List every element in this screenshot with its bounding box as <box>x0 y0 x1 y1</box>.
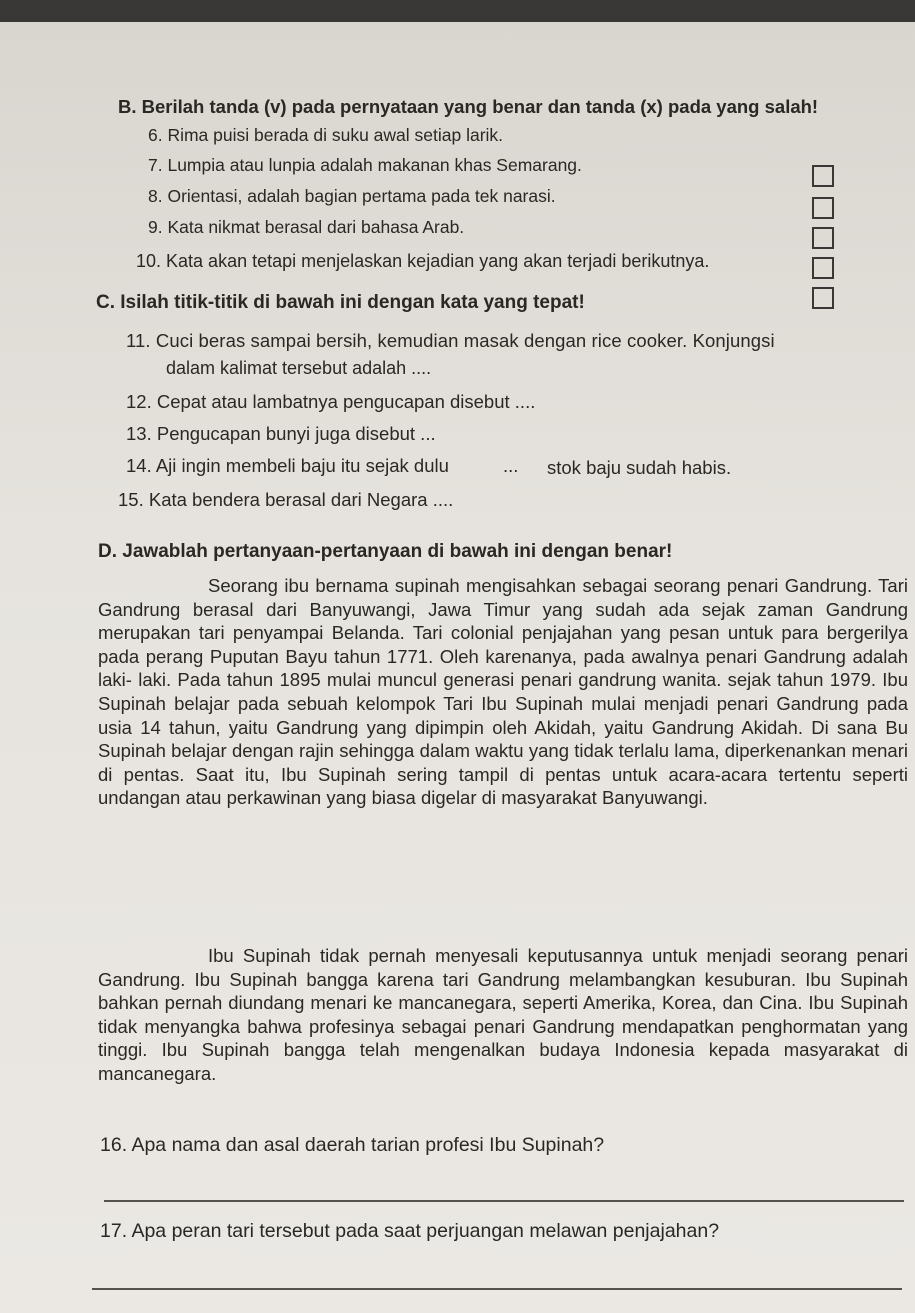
statement-10: 10. Kata akan tetapi menjelaskan kejadian yang akan terjadi berikutnya. <box>136 251 710 271</box>
answer-box-10a[interactable] <box>812 257 834 279</box>
answer-box-8[interactable] <box>812 197 834 219</box>
answer-box-10b[interactable] <box>812 287 834 309</box>
answer-box-9[interactable] <box>812 227 834 249</box>
story-paragraph-2 <box>98 944 908 1086</box>
question-13: 13. Pengucapan bunyi juga disebut ... <box>126 423 436 444</box>
story-paragraph-1-text: Seorang ibu bernama supinah mengisahkan sebagai seorang penari Gandrung. Tari Gandrung berasal dari Banyuwangi, Jawa Timur yang sudah ada sejak zaman Gandrung merupakan tari penyampai Belanda. Tari colonial penjajahan yang pesan untuk para bergerilya pada perang Puputan Bayu tahun 1771. Oleh karenanya, pada awalnya penari Gandrung adalah laki- laki. Pada tahun 1895 mulai muncul generasi penari gandrung wanita. sejak tahun 1979. Ibu Supinah belajar pada sebuah kelompok Tari Ibu Supinah mulai menjadi penari Gandrung pada usia 14 tahun, yaitu Gandrung yang dipimpin oleh Akidah, yaitu Gandrung Akidah. Di sana Bu Supinah belajar dengan rajin sehingga dalam waktu yang tidak terlalu lama, diperkenankan menari di pentas. Saat itu, Ibu Supinah sering tampil di pentas untuk acara-acara tertentu seperti undangan atau perkawinan yang biasa digelar di masyarakat Banyuwangi. <box>98 575 908 809</box>
question-15: 15. Kata bendera berasal dari Negara .... <box>118 489 454 510</box>
story-paragraph-1 <box>98 574 908 810</box>
question-11-line1: 11. Cuci beras sampai bersih, kemudian masak dengan rice cooker. Konjungsi <box>126 330 775 351</box>
question-14-end: stok baju sudah habis. <box>547 457 732 478</box>
section-c-heading: C. Isilah titik-titik di bawah ini dengan kata yang tepat! <box>96 292 585 313</box>
question-11-line2: dalam kalimat tersebut adalah .... <box>166 358 432 378</box>
statement-8: 8. Orientasi, adalah bagian pertama pada tek narasi. <box>148 186 556 206</box>
answer-line-17[interactable] <box>92 1288 902 1290</box>
section-d-heading: D. Jawablah pertanyaan-pertanyaan di bawah ini dengan benar! <box>98 541 673 562</box>
answer-line-16[interactable] <box>104 1200 904 1202</box>
answer-box-7[interactable] <box>812 165 834 187</box>
question-12: 12. Cepat atau lambatnya pengucapan disebut .... <box>126 391 536 412</box>
statement-6: 6. Rima puisi berada di suku awal setiap larik. <box>148 125 504 145</box>
question-17: 17. Apa peran tari tersebut pada saat perjuangan melawan penjajahan? <box>100 1220 720 1242</box>
story-paragraph-2-text: Ibu Supinah tidak pernah menyesali keputusannya untuk menjadi seorang penari Gandrung. Ibu Supinah bangga karena tari Gandrung melambangkan kesuburan. Ibu Supinah bahkan pernah diundang menari ke mancanegara, seperti Amerika, Korea, dan Cina. Ibu Supinah tidak menyangka bahwa profesinya sebagai penari Gandrung mendapatkan penghormatan yang tinggi. Ibu Supinah bangga telah mengenalkan budaya Indonesia kepada masyarakat di mancanegara. <box>98 945 908 1084</box>
statement-9: 9. Kata nikmat berasal dari bahasa Arab. <box>148 217 465 237</box>
question-14-blank: ... <box>503 455 519 476</box>
section-b-heading: B. Berilah tanda (v) pada pernyataan yang benar dan tanda (x) pada yang salah! <box>118 96 819 117</box>
question-16: 16. Apa nama dan asal daerah tarian profesi Ibu Supinah? <box>100 1134 605 1156</box>
question-14-start: 14. Aji ingin membeli baju itu sejak dulu <box>126 455 449 476</box>
statement-7: 7. Lumpia atau lunpia adalah makanan khas Semarang. <box>148 155 582 175</box>
